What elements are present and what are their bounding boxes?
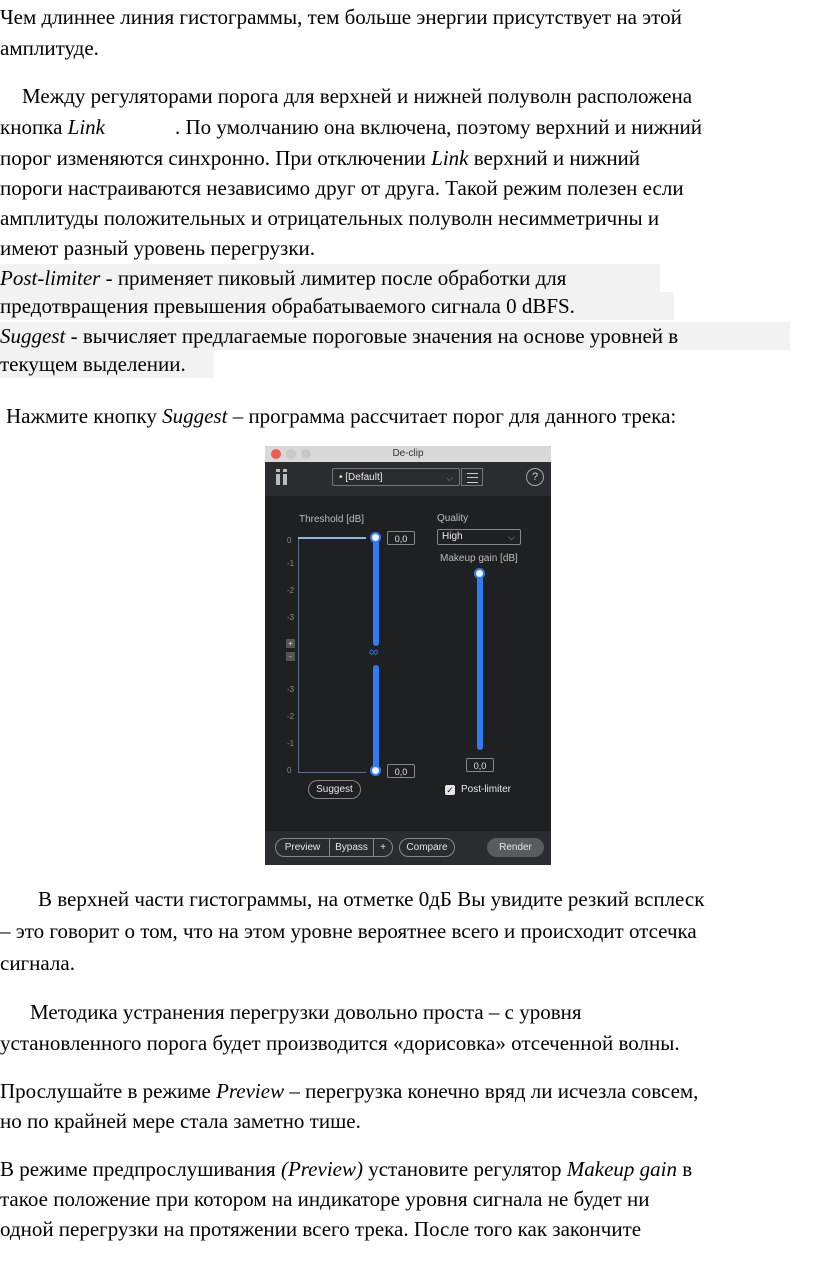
quality-label: Quality — [437, 513, 469, 524]
makeup-gain-handle[interactable] — [474, 568, 485, 579]
doc-line: одной перегрузки на протяжении всего трека. После того как закончите — [0, 1217, 642, 1241]
help-icon[interactable]: ? — [526, 468, 544, 486]
tick-label: -2 — [287, 712, 295, 721]
lower-threshold-slider[interactable] — [373, 665, 379, 769]
bypass-button[interactable]: Bypass — [329, 838, 374, 857]
doc-line: но по крайней мере стала заметно тише. — [0, 1109, 361, 1133]
suggest-button[interactable]: Suggest — [308, 780, 361, 799]
upper-threshold-slider[interactable] — [373, 538, 379, 646]
doc-line: пороги настраиваются независимо друг от друга. Такой режим полезен если — [0, 176, 684, 200]
upper-threshold-value[interactable]: 0,0 — [387, 531, 415, 545]
render-button[interactable]: Render — [487, 838, 544, 857]
doc-line: Методика устранения перегрузки довольно проста – с уровня — [30, 1000, 582, 1024]
doc-line: Suggest - вычисляет предлагаемые пороговые значения на основе уровней в — [0, 322, 790, 350]
doc-line: сигнала. — [0, 951, 75, 975]
post-limiter-label: Post-limiter — [461, 784, 512, 795]
doc-line: порог изменяются синхронно. При отключении Link верхний и нижний — [0, 146, 641, 170]
lower-threshold-value[interactable]: 0,0 — [387, 764, 415, 778]
declip-plugin-window — [265, 446, 551, 865]
doc-line: – это говорит о том, что на этом уровне вероятнее всего и происходит отсечка — [0, 919, 697, 943]
chevron-down-icon: ⌵ — [446, 473, 453, 483]
meter-icon[interactable] — [275, 469, 289, 485]
bottom-bar — [265, 831, 551, 865]
zoom-out-button[interactable]: - — [286, 652, 295, 661]
doc-line: амплитуде. — [0, 36, 99, 60]
preset-dropdown[interactable] — [332, 468, 460, 486]
preset-label: • [Default] — [339, 472, 383, 483]
preset-menu-button[interactable] — [461, 468, 483, 486]
doc-line: предотвращения превышения обрабатываемого сигнала 0 dBFS. — [0, 292, 674, 320]
doc-line: В верхней части гистограммы, на отметке 0дБ Вы увидите резкий всплеск — [38, 887, 705, 911]
chevron-down-icon: ⌵ — [508, 532, 515, 542]
doc-line: Между регуляторами порога для верхней и нижней полуволн расположена — [22, 84, 693, 108]
histogram-peak — [298, 537, 366, 539]
upper-threshold-handle[interactable] — [370, 532, 381, 543]
makeup-gain-slider[interactable] — [477, 576, 483, 750]
lower-threshold-handle[interactable] — [370, 765, 381, 776]
zoom-in-button[interactable]: + — [286, 639, 295, 648]
doc-line: Прослушайте в режиме Preview – перегрузка конечно вряд ли исчезла совсем, — [0, 1079, 699, 1103]
hamburger-icon — [467, 473, 478, 483]
checkmark-icon: ✓ — [446, 785, 454, 795]
tick-label: -1 — [287, 739, 295, 748]
doc-line: В режиме предпрослушивания (Preview) установите регулятор Makeup gain в — [0, 1157, 693, 1181]
tick-label: -2 — [287, 586, 295, 595]
doc-line: установленного порога будет производится «дорисовка» отсеченной волны. — [0, 1031, 680, 1055]
link-icon[interactable]: ∞ — [369, 644, 379, 659]
quality-select[interactable] — [437, 529, 521, 545]
title-bar — [265, 446, 551, 462]
doc-line: такое положение при котором на индикаторе уровня сигнала не будет ни — [0, 1187, 650, 1211]
toolbar — [265, 462, 551, 496]
tick-label: 0 — [287, 766, 292, 775]
doc-line: Post-limiter - применяет пиковый лимитер после обработки для — [0, 264, 660, 292]
preview-button[interactable]: Preview — [275, 838, 330, 857]
quality-value: High — [442, 531, 463, 542]
tick-label: -3 — [287, 685, 295, 694]
tick-label: -3 — [287, 613, 295, 622]
doc-line: Нажмите кнопку Suggest – программа рассчитает порог для данного трека: — [6, 404, 677, 428]
doc-line: кнопка Link . По умолчанию она включена, поэтому верхний и нижний — [0, 115, 702, 139]
doc-line: текущем выделении. — [0, 350, 214, 378]
histogram — [298, 537, 367, 773]
bypass-add-button[interactable]: + — [373, 838, 393, 857]
tick-label: 0 — [287, 536, 292, 545]
doc-line: амплитуды положительных и отрицательных полуволн несимметричны и — [0, 206, 660, 230]
makeup-gain-label: Makeup gain [dB] — [440, 553, 518, 564]
tick-label: -1 — [287, 559, 295, 568]
doc-line: Чем длиннее линия гистограммы, тем больше энергии присутствует на этой — [0, 5, 682, 29]
threshold-label: Threshold [dB] — [299, 514, 365, 525]
compare-button[interactable]: Compare — [399, 838, 455, 857]
window-title: De-clip — [392, 448, 424, 459]
makeup-gain-value[interactable]: 0,0 — [466, 758, 494, 772]
doc-line: имеют разный уровень перегрузки. — [0, 236, 316, 260]
histogram-baseline — [298, 772, 366, 773]
post-limiter-checkbox[interactable] — [445, 785, 455, 795]
